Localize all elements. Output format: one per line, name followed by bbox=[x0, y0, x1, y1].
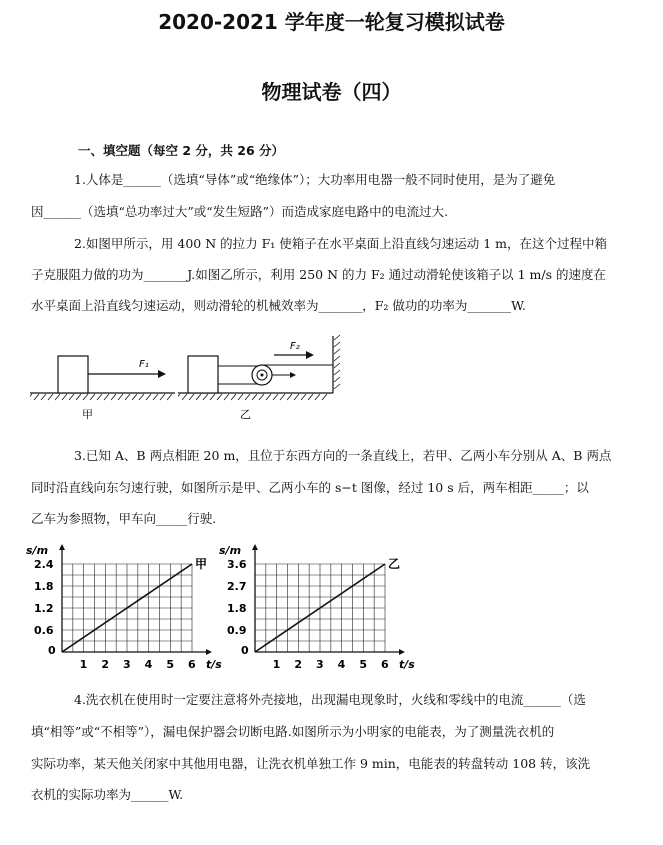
box bbox=[188, 356, 218, 393]
q2-line3: 水平桌面上沿直线匀速运动，则动滑轮的机械效率为_______，F₂ 做功的功率为_______W. bbox=[31, 298, 526, 313]
x-axis-label: t/s bbox=[206, 658, 222, 670]
y-tick-label: 2.7 bbox=[227, 580, 247, 593]
y-axis-arrow bbox=[59, 544, 65, 550]
q4-line2: 填“相等”或“不相等”），漏电保护器会切断电路.如图所示为小明家的电能表，为了测量洗衣机的 bbox=[31, 724, 555, 739]
q1-line2: 因______（选填“总功率过大”或“发生短路”）而造成家庭电路中的电流过大. bbox=[31, 204, 449, 219]
x-tick-label: 3 bbox=[316, 658, 324, 670]
y-axis-label: s/m bbox=[26, 544, 49, 557]
q3-line2: 同时沿直线向东匀速行驶，如图所示是甲、乙两小车的 s−t 图像，经过 10 s 后，两车相距_____；以 bbox=[31, 480, 589, 495]
exam-subtitle: 物理试卷（四） bbox=[261, 80, 402, 104]
x-tick-label: 6 bbox=[188, 658, 196, 670]
q4-line3: 实际功率，某天他关闭家中其他用电器，让洗衣机单独工作 9 min，电能表的转盘转动 108 转，该洗 bbox=[31, 756, 591, 771]
figure-jia bbox=[30, 330, 180, 425]
st-graph-jia bbox=[24, 540, 224, 670]
q2-line1: 2.如图甲所示，用 400 N 的拉力 F₁ 使箱子在水平桌面上沿直线匀速运动 1 m，在这个过程中箱 bbox=[74, 236, 608, 251]
x-tick-label: 2 bbox=[294, 658, 302, 670]
q3-line1: 3.已知 A、B 两点相距 20 m，且位于东西方向的一条直线上，若甲、乙两小车分别从 A、B 两点 bbox=[74, 448, 612, 463]
q3-line3: 乙车为参照物，甲车向_____行驶. bbox=[31, 511, 217, 526]
q4-line1: 4.洗衣机在使用时一定要注意将外壳接地，出现漏电现象时，火线和零线中的电流______（选 bbox=[74, 692, 586, 707]
x-tick-label: 5 bbox=[359, 658, 367, 670]
x-tick-label: 4 bbox=[337, 658, 346, 670]
origin-label: 0 bbox=[241, 644, 249, 657]
y-axis-label: s/m bbox=[219, 544, 242, 557]
y-tick-label: 1.8 bbox=[227, 602, 247, 615]
x-axis-arrow bbox=[399, 649, 405, 655]
x-tick-label: 3 bbox=[123, 658, 131, 670]
q4-line4: 衣机的实际功率为______W. bbox=[31, 787, 184, 802]
x-tick-label: 2 bbox=[101, 658, 109, 670]
y-tick-label: 3.6 bbox=[227, 558, 247, 571]
q1-line1: 1.人体是______（选填“导体”或“绝缘体”）；大功率用电器一般不同时使用，是为了避免 bbox=[74, 172, 556, 187]
force-f1-label: F₁ bbox=[139, 359, 149, 370]
st-graph-yi bbox=[217, 540, 417, 670]
x-tick-label: 5 bbox=[166, 658, 174, 670]
y-axis-arrow bbox=[252, 544, 258, 550]
x-tick-label: 4 bbox=[144, 658, 153, 670]
x-tick-label: 1 bbox=[79, 658, 88, 670]
y-tick-label: 1.2 bbox=[34, 602, 54, 615]
box bbox=[58, 356, 88, 393]
force-f2-label: F₂ bbox=[290, 341, 300, 352]
series-label: 甲 bbox=[195, 557, 208, 571]
y-tick-label: 2.4 bbox=[34, 558, 54, 571]
section-heading: 一、填空题（每空 2 分，共 26 分） bbox=[78, 143, 285, 158]
origin-label: 0 bbox=[48, 644, 56, 657]
q2-line2: 子克服阻力做的功为_______J.如图乙所示，利用 250 N 的力 F₂ 通过动滑轮使该箱子以 1 m/s 的速度在 bbox=[31, 267, 606, 282]
exam-title: 2020-2021 学年度一轮复习模拟试卷 bbox=[158, 10, 505, 34]
figure-yi bbox=[178, 330, 353, 425]
y-tick-label: 1.8 bbox=[34, 580, 54, 593]
figure-yi-label: 乙 bbox=[240, 408, 251, 421]
y-tick-label: 0.6 bbox=[34, 624, 54, 637]
series-label: 乙 bbox=[388, 557, 401, 571]
x-axis-label: t/s bbox=[399, 658, 415, 670]
x-tick-label: 1 bbox=[272, 658, 281, 670]
figure-jia-label: 甲 bbox=[82, 408, 93, 421]
y-tick-label: 0.9 bbox=[227, 624, 247, 637]
x-axis-arrow bbox=[206, 649, 212, 655]
x-tick-label: 6 bbox=[381, 658, 389, 670]
